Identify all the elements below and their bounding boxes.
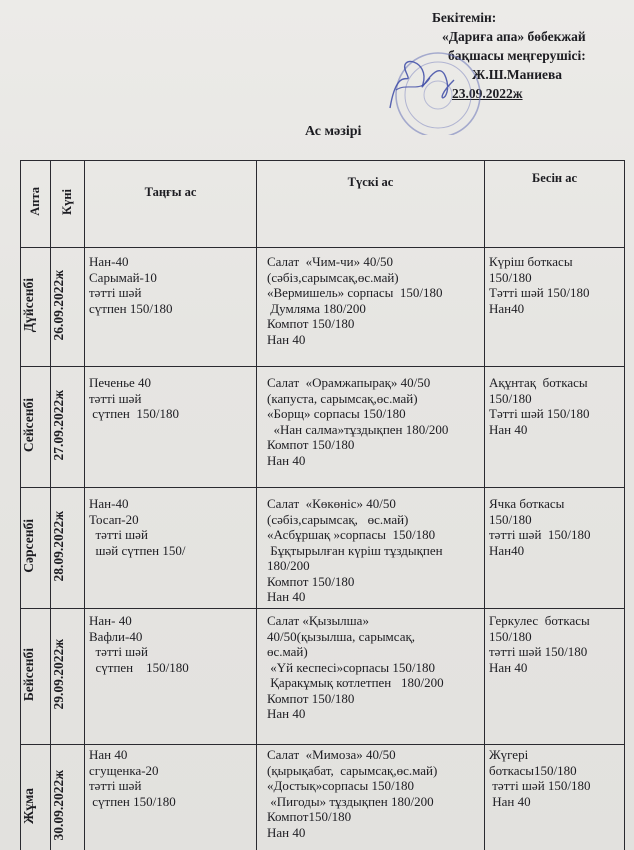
lunch-item: Салат «Қызылша» (267, 613, 369, 628)
lunch-item: Компот150/180 (267, 809, 352, 824)
breakfast-cell (85, 248, 257, 367)
weekday-label: Бейсенбі (21, 648, 36, 702)
lunch-item: (капуста, сарымсақ,өс.май) (267, 390, 418, 406)
breakfast-item: Вафли-40 (89, 628, 143, 644)
date-cell (51, 609, 85, 745)
snack-item: Жүгері (489, 747, 529, 762)
breakfast-cell (85, 488, 257, 609)
lunch-item: (сәбіз,сарымсақ, өс.май) (267, 511, 409, 527)
lunch-item: Бұқтырылған күріш тұздықпен (267, 542, 443, 558)
header-week: Апта (21, 161, 51, 248)
snack-cell (485, 745, 625, 850)
snack-item: 150/180 (489, 269, 532, 285)
breakfast-item: сүтпен 150/180 (89, 793, 176, 809)
snack-cell (485, 609, 625, 745)
lunch-item: Қаракұмық котлетпен 180/200 (267, 675, 444, 690)
table-header-row (21, 161, 625, 248)
lunch-item: 40/50(қызылша, сарымсақ, (267, 628, 416, 644)
breakfast-item: Нан- 40 (89, 613, 132, 628)
breakfast-cell (85, 745, 257, 850)
breakfast-item: сүтпен 150/180 (89, 406, 179, 421)
snack-item: Тәтті шәй 150/180 (489, 406, 590, 421)
date-label: 28.09.2022ж (51, 510, 66, 582)
snack-item: тәтті шәй 150/180 (489, 644, 588, 659)
lunch-item: Компот 150/180 (267, 437, 355, 452)
lunch-item: Компот 150/180 (267, 573, 355, 589)
breakfast-item: сүтпен 150/180 (89, 659, 189, 675)
breakfast-item: Нан 40 (89, 747, 128, 762)
approval-position: бақшасы меңгерушісі: (448, 48, 586, 63)
header-day: Күні (51, 161, 85, 248)
table-row (21, 609, 625, 745)
lunch-item: Салат «Көкөніс» 40/50 (267, 496, 396, 511)
lunch-item: «Борщ» сорпасы 150/180 (267, 406, 406, 421)
page-title: Ас мәзірі (305, 124, 362, 139)
breakfast-item: шәй сүтпен 150/ (89, 542, 186, 558)
lunch-item: Нан 40 (267, 706, 306, 721)
lunch-item: өс.май) (267, 644, 308, 659)
weekday-label: Дүйсенбі (21, 278, 36, 333)
lunch-item: (қырықабат, сарымсақ,өс.май) (267, 762, 438, 778)
header-lunch: Түскі ас (257, 161, 485, 248)
snack-item: Тәтті шәй 150/180 (489, 285, 590, 300)
snack-item: 150/180 (489, 628, 532, 644)
lunch-item: Салат «Мимоза» 40/50 (267, 747, 396, 762)
lunch-item: Нан 40 (267, 331, 306, 347)
round-stamp-icon (368, 20, 483, 135)
lunch-cell (257, 367, 485, 488)
lunch-item: «Асбұршақ »сорпасы 150/180 (267, 527, 436, 542)
lunch-item: «Үй кеспесі»сорпасы 150/180 (267, 659, 435, 675)
weekday-label: Сейсенбі (21, 398, 36, 453)
weekday-label: Жұма (21, 787, 36, 824)
lunch-item: Салат «Чим-чи» 40/50 (267, 254, 393, 269)
lunch-item: Компот 150/180 (267, 316, 355, 331)
snack-item: Күріш боткасы (489, 254, 573, 269)
weekday-cell (21, 745, 51, 850)
lunch-item: Компот 150/180 (267, 690, 355, 706)
snack-item: тәтті шәй 150/180 (489, 527, 591, 542)
lunch-item: Думляма 180/200 (267, 300, 366, 316)
lunch-item: Нан 40 (267, 452, 306, 468)
lunch-item: «Вермишель» сорпасы 150/180 (267, 285, 443, 300)
breakfast-item: Нан-40 (89, 496, 129, 511)
breakfast-item: Нан-40 (89, 254, 129, 269)
lunch-item: (сәбіз,сарымсақ,өс.май) (267, 269, 399, 285)
breakfast-item: тәтті шәй (89, 778, 142, 793)
date-label: 29.09.2022ж (51, 639, 66, 711)
date-label: 26.09.2022ж (51, 269, 66, 341)
lunch-item: Салат «Орамжапырақ» 40/50 (267, 375, 431, 390)
snack-item: Нан 40 (489, 421, 528, 437)
lunch-cell (257, 609, 485, 745)
date-label: 30.09.2022ж (51, 770, 66, 842)
breakfast-item: тәтті шәй (89, 644, 148, 659)
breakfast-cell (85, 609, 257, 745)
snack-cell (485, 367, 625, 488)
table-row (21, 367, 625, 488)
date-cell (51, 367, 85, 488)
lunch-item: Нан 40 (267, 589, 306, 604)
snack-item: Ячка боткасы (489, 496, 565, 511)
breakfast-item: Печенье 40 (89, 375, 152, 390)
date-cell (51, 248, 85, 367)
approval-organization: «Дариға апа» бөбекжай (442, 29, 586, 44)
lunch-item: 180/200 (267, 558, 310, 573)
lunch-cell (257, 745, 485, 850)
weekday-cell (21, 609, 51, 745)
approval-signer-name: Ж.Ш.Маниева (472, 67, 563, 82)
snack-cell (485, 488, 625, 609)
approval-heading: Бекітемін: (432, 10, 497, 25)
snack-item: 150/180 (489, 511, 532, 527)
breakfast-item: сгущенка-20 (89, 762, 159, 778)
snack-item: 150/180 (489, 390, 532, 406)
weekday-cell (21, 367, 51, 488)
lunch-item: «Пигоды» тұздықпен 180/200 (267, 793, 434, 809)
weekday-cell (21, 248, 51, 367)
snack-item: Нан40 (489, 542, 525, 558)
approval-date: 23.09.2022ж (452, 86, 523, 101)
weekday-cell (21, 488, 51, 609)
snack-item: Геркулес боткасы (489, 613, 590, 628)
lunch-item: Нан 40 (267, 824, 306, 840)
breakfast-item: Сарымай-10 (89, 269, 157, 285)
breakfast-item: тәтті шәй (89, 390, 142, 406)
snack-item: Ақұнтақ боткасы (489, 375, 588, 390)
snack-item: Нан 40 (489, 793, 531, 809)
weekday-label: Сәрсенбі (21, 519, 36, 574)
snack-cell (485, 248, 625, 367)
breakfast-cell (85, 367, 257, 488)
lunch-item: «Нан салма»тұздықпен 180/200 (267, 421, 449, 437)
breakfast-item: тәтті шәй (89, 527, 148, 542)
date-label: 27.09.2022ж (51, 389, 66, 461)
header-breakfast: Таңғы ас (85, 161, 257, 248)
snack-item: боткасы150/180 (489, 762, 577, 778)
snack-item: тәтті шәй 150/180 (489, 778, 591, 793)
header-snack: Бесін ас (485, 161, 625, 248)
breakfast-item: тәтті шәй (89, 285, 142, 300)
snack-item: Нан40 (489, 300, 525, 316)
table-row (21, 745, 625, 850)
breakfast-item: сүтпен 150/180 (89, 300, 173, 316)
lunch-item: «Достық»сорпасы 150/180 (267, 778, 415, 793)
date-cell (51, 488, 85, 609)
table-row (21, 248, 625, 367)
lunch-cell (257, 248, 485, 367)
date-cell (51, 745, 85, 850)
menu-table (20, 160, 625, 850)
lunch-cell (257, 488, 485, 609)
snack-item: Нан 40 (489, 659, 528, 675)
table-row (21, 488, 625, 609)
breakfast-item: Тосап-20 (89, 511, 139, 527)
